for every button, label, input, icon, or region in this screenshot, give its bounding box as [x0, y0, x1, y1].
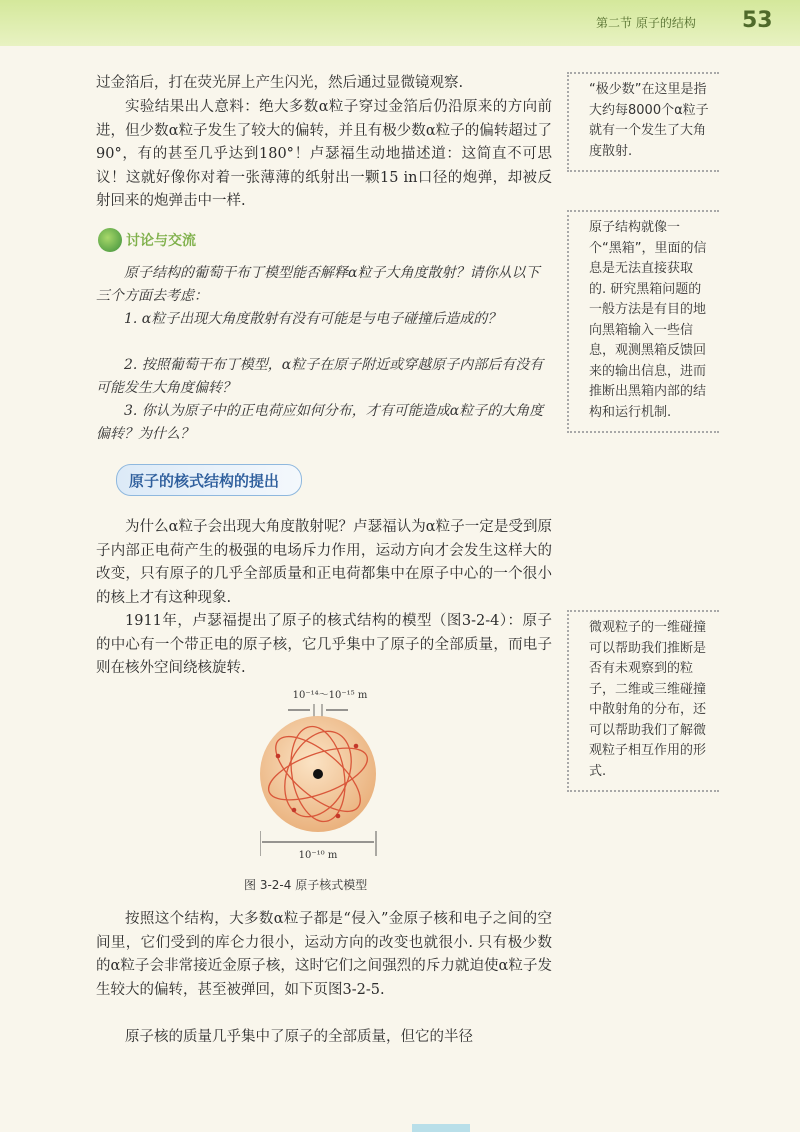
discussion-heading [98, 226, 196, 254]
nucleus [313, 769, 323, 779]
figure-caption: 图 3-2-4 原子核式模型 [244, 878, 368, 892]
sidenote-few: “极少数”在这里是指大约每8000个α粒子就有一个发生了大角度散射. [567, 72, 719, 172]
paragraph-experiment-result: 实验结果出人意料：绝大多数α粒子穿过金箔后仍沿原来的方向前进，但少数α粒子发生了较大的偏转，并且有极少数α粒子的偏转超过了90°，有的甚至几乎达到180°！卢瑟福生动地描述道：这简直不可思议！这就好像你对着一张薄薄的纸射出一颗15 in口径的炮弹，却被反射回来的炮弹击中一样. [96, 99, 552, 209]
nucleus-size-label: 10⁻¹⁴～10⁻¹⁵ m [292, 690, 368, 701]
paragraph-continued: 过金箔后，打在荧光屏上产生闪光，然后通过显微镜观察. [96, 75, 464, 91]
discussion-icon [98, 228, 122, 252]
paragraph-nucleus-mass: 原子核的质量几乎集中了原子的全部质量，但它的半径 [125, 1029, 473, 1045]
discussion-question-2: 2. 按照葡萄干布丁模型，α粒子在原子附近或穿越原子内部后有没有可能发生大角度偏转？ [96, 357, 544, 396]
paragraph-model-1911: 1911年，卢瑟福提出了原子的核式结构的模型（图3-2-4）：原子的中心有一个带正电的原子核，它几乎集中了原子的全部质量，而电子则在核外空间绕核旋转. [96, 613, 552, 676]
electron [276, 754, 281, 759]
discussion-intro: 原子结构的葡萄干布丁模型能否解释α粒子大角度散射？请你从以下三个方面去考虑： [96, 265, 540, 304]
discussion-question-1: 1. α粒子出现大角度散射有没有可能是与电子碰撞后造成的？ [124, 311, 502, 327]
discussion-question-3: 3. 你认为原子中的正电荷应如何分布，才有可能造成α粒子的大角度偏转？为什么？ [96, 403, 544, 442]
sidenote-collisions: 微观粒子的一维碰撞可以帮助我们推断是否有未观察到的粒子，二维或三维碰撞中散射角的分布，还可以帮助我们了解微观粒子相互作用的形式. [567, 610, 719, 792]
paragraph-rutherford: 为什么α粒子会出现大角度散射呢？卢瑟福认为α粒子一定是受到原子内部正电荷产生的极强的电场斥力作用，运动方向才会发生这样大的改变，只有原子的几乎全部质量和正电荷都集中在原子中心的一个很小的核上才有这种现象. [96, 519, 552, 606]
paragraph-explanation: 按照这个结构，大多数α粒子都是“侵入”金原子核和电子之间的空间里，它们受到的库仑力很小，运动方向的改变也就很小. 只有极少数的α粒子会非常接近金原子核，这时它们之间强烈的斥力就迫使α粒子发生较大的偏转，甚至被弹回，如下页图3-2-5. [96, 911, 552, 998]
sidenote-black-box: 原子结构就像一个“黑箱”，里面的信息是无法直接获取的. 研究黑箱问题的一般方法是有目的地向黑箱输入一些信息，观测黑箱反馈回来的输出信息，进而推断出黑箱内部的结构和运行机制. [567, 210, 719, 433]
electron [336, 814, 341, 819]
discussion-title: 讨论与交流 [126, 233, 196, 249]
atom-size-label: 10⁻¹⁰ m [298, 850, 338, 861]
atom-model-figure [260, 686, 400, 861]
binding-mark [412, 1124, 470, 1132]
electron [354, 744, 359, 749]
section-title: 第二节 原子的结构 [596, 16, 696, 30]
page-number: 53 [742, 8, 773, 33]
page-header [0, 0, 800, 46]
section-heading: 原子的核式结构的提出 [116, 464, 302, 496]
electron [292, 808, 297, 813]
